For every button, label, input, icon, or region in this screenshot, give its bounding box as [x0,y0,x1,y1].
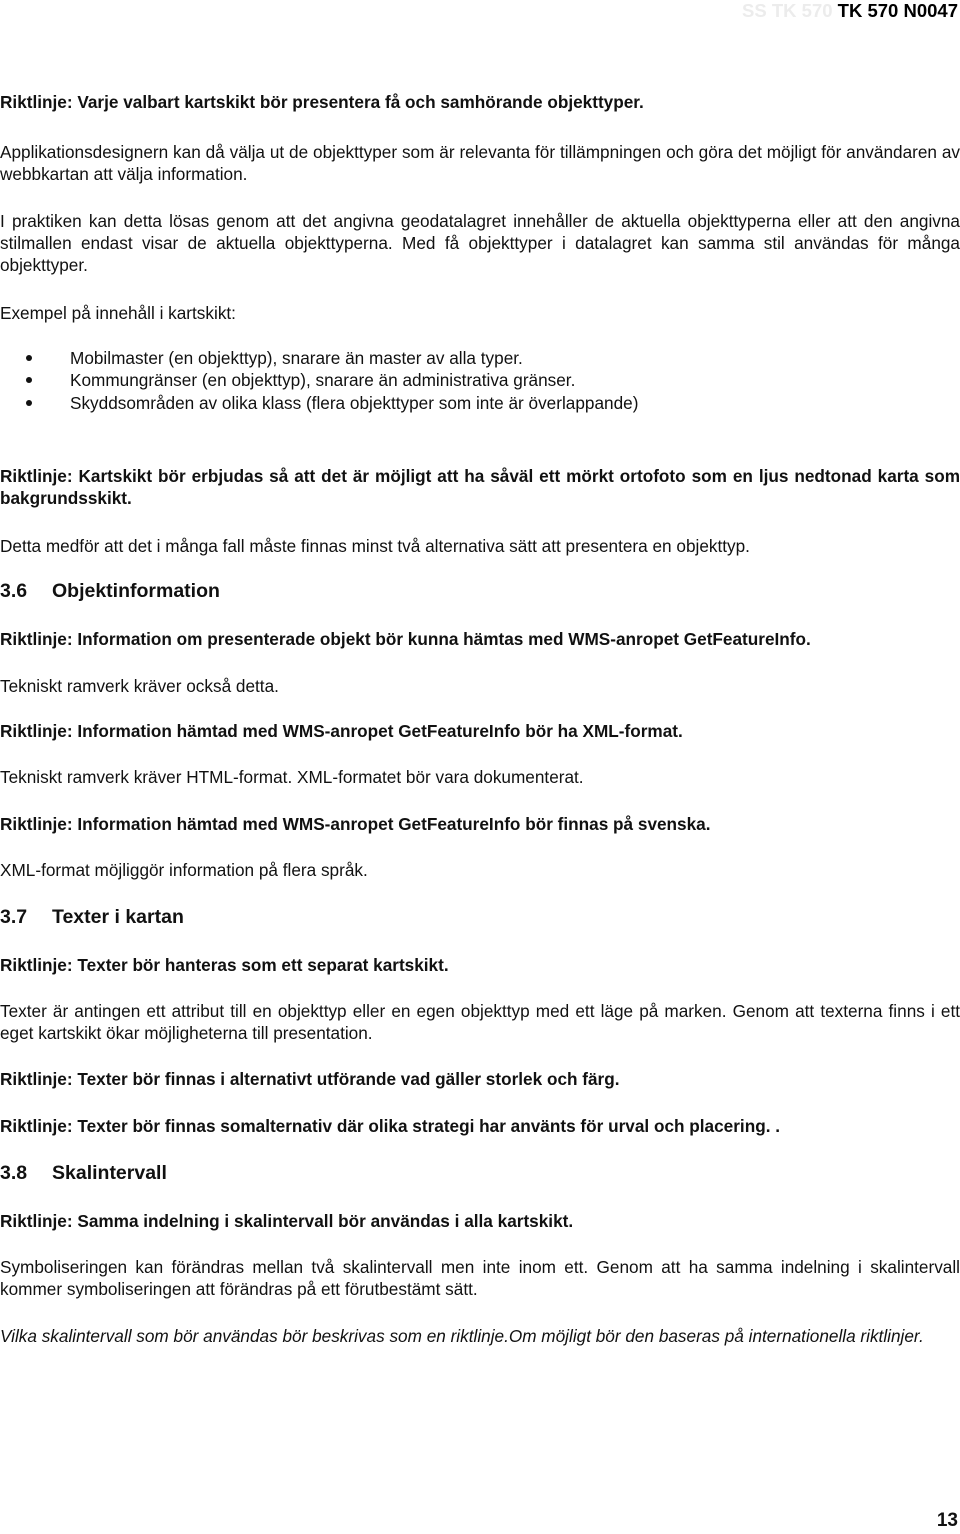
section-heading-3-7 [0,905,960,929]
header-prefix: SS TK 570 [742,0,833,21]
list-item-text: Skyddsområden av olika klass (flera objekttyper som inte är överlappande) [70,392,639,413]
section-number: 3.6 [0,580,28,602]
guideline-text-size-color: Riktlinje: Texter bör finnas i alternativt utförande vad gäller storlek och färg. [0,1069,620,1089]
guideline-text-placement: Riktlinje: Texter bör finnas somalternativ där olika strategi har använts för urval och placering. . [0,1116,781,1136]
bullet-icon [26,355,32,361]
guideline-swedish: Riktlinje: Information hämtad med WMS-anropet GetFeatureInfo bör finnas på svenska. [0,814,711,834]
section-number: 3.8 [0,1162,28,1184]
section-title: Texter i kartan [52,906,184,928]
list-item [0,369,900,391]
paragraph-languages: XML-format möjliggör information på flera språk. [0,860,368,880]
guideline-background-layers: Riktlinje: Kartskikt bör erbjudas så att det är möjligt att ha såväl ett mörkt ortofoto som en ljus nedtonad karta som bakgrundsskikt. [0,466,960,508]
paragraph-symbolisation: Symboliseringen kan förändras mellan två skalintervall men inte inom ett. Genom att ha samma indelning i skalintervall kommer symboliseringen att förändras på ett förutbestämt sätt. [0,1257,960,1299]
bullet-icon [26,400,32,406]
section-title: Skalintervall [52,1162,167,1184]
paragraph-texts-attribute: Texter är antingen ett attribut till en objekttyp eller en egen objekttyp med ett läge på marken. Genom att texterna finns i ett eget kartskikt ökar möjligheterna till presentation. [0,1001,960,1043]
list-item-text: Mobilmaster (en objekttyp), snarare än master av alla typer. [70,348,523,368]
page-number: 13 [936,1510,958,1531]
guideline-getfeatureinfo: Riktlinje: Information om presenterade objekt bör kunna hämtas med WMS-anropet GetFeatureInfo. [0,629,811,649]
bullet-icon [26,377,32,383]
paragraph-example-intro: Exempel på innehåll i kartskikt: [0,303,236,323]
list-item [0,392,900,414]
section-heading-3-6 [0,579,960,603]
list-item [0,347,900,369]
section-number: 3.7 [0,906,28,928]
guideline-layer-objecttypes: Riktlinje: Varje valbart kartskikt bör presentera få och samhörande objekttyper. [0,92,644,112]
guideline-separate-text-layer: Riktlinje: Texter bör hanteras som ett separat kartskikt. [0,955,449,975]
example-list [0,347,900,414]
section-heading-3-8 [0,1161,960,1185]
section-title: Objektinformation [52,580,220,602]
paragraph-html-format: Tekniskt ramverk kräver HTML-format. XML-formatet bör vara dokumenterat. [0,767,584,787]
document-header [742,0,958,22]
list-item-text: Kommungränser (en objekttyp), snarare än administrativa gränser. [70,370,576,391]
paragraph-application-designer: Applikationsdesignern kan då välja ut de objekttyper som är relevanta för tillämpningen och göra det möjligt för användaren av webbkartan att välja information. [0,142,960,184]
paragraph-framework-requires: Tekniskt ramverk kräver också detta. [0,676,279,696]
paragraph-which-scales: Vilka skalintervall som bör användas bör beskrivas som en riktlinje.Om möjligt bör den baseras på internationella riktlinjer. [0,1326,924,1346]
document-code: TK 570 N0047 [837,0,958,21]
guideline-xml-format: Riktlinje: Information hämtad med WMS-anropet GetFeatureInfo bör ha XML-format. [0,721,683,741]
paragraph-in-practice: I praktiken kan detta lösas genom att det angivna geodatalagret innehåller de aktuella objekttyperna eller att den angivna stilmallen endast visar de aktuella objekttyperna. Med få objekttyper i datalagret kan samma stil användas för många objekttyper. [0,211,960,275]
paragraph-two-alternatives: Detta medför att det i många fall måste finnas minst två alternativa sätt att presentera en objekttyp. [0,536,750,556]
guideline-scale-intervals: Riktlinje: Samma indelning i skalintervall bör användas i alla kartskikt. [0,1211,574,1231]
